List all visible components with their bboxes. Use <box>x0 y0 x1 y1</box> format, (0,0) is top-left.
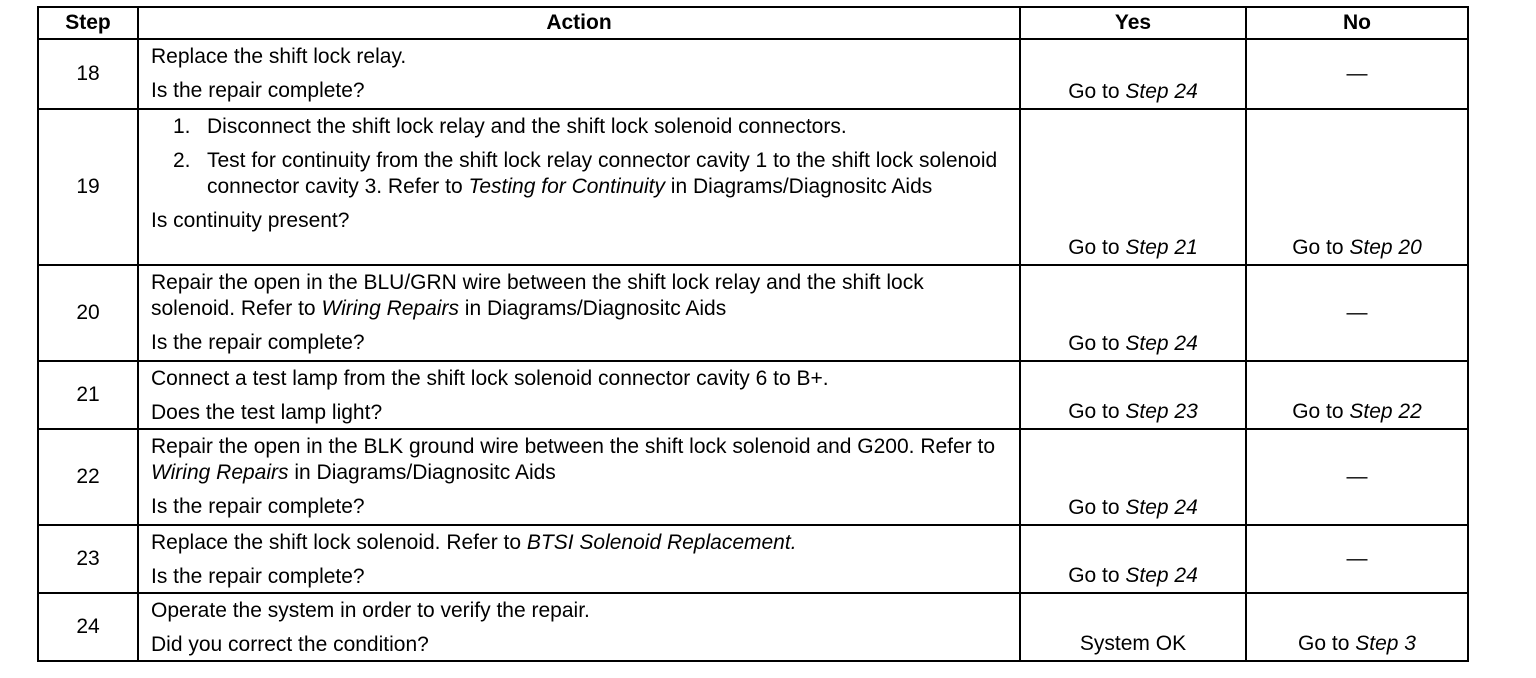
question-text: Did you correct the condition? <box>151 633 429 656</box>
table-row <box>38 361 1468 429</box>
question-text: Is continuity present? <box>151 209 350 232</box>
yes-step-link: Step 23 <box>1125 400 1198 423</box>
action-text: Connect a test lamp from the shift lock solenoid connector cavity 6 to B+. <box>151 367 829 390</box>
list-text-b: in Diagrams/Diagnositc Aids <box>664 175 933 198</box>
yes-step-link: Step 24 <box>1125 564 1198 587</box>
list-text <box>207 148 1009 200</box>
step-number: 20 <box>38 265 138 361</box>
no-prefix: Go to <box>1298 632 1356 655</box>
question-text: Is the repair complete? <box>151 495 365 518</box>
yes-prefix: Go to <box>1068 332 1126 355</box>
action-cell <box>138 593 1020 661</box>
yes-cell <box>1020 265 1246 361</box>
yes-step-link: Step 24 <box>1125 80 1198 103</box>
yes-cell: System OK <box>1020 593 1246 661</box>
header-action: Action <box>138 7 1020 39</box>
no-cell: — <box>1246 265 1468 361</box>
list-item <box>173 114 1009 140</box>
step-number: 24 <box>38 593 138 661</box>
yes-cell <box>1020 361 1246 429</box>
yes-prefix: Go to <box>1068 400 1126 423</box>
action-cell <box>138 109 1020 265</box>
yes-prefix: Go to <box>1068 80 1126 103</box>
no-step-link: Step 3 <box>1355 632 1416 655</box>
step-number: 22 <box>38 429 138 525</box>
action-text: Replace the shift lock relay. <box>151 45 407 68</box>
action-text <box>151 530 1009 556</box>
step-number: 21 <box>38 361 138 429</box>
no-step-link: Step 20 <box>1349 236 1422 259</box>
yes-cell <box>1020 525 1246 593</box>
no-cell: — <box>1246 525 1468 593</box>
action-cell <box>138 39 1020 109</box>
action-text <box>151 434 1009 486</box>
table-row <box>38 593 1468 661</box>
table-row <box>38 109 1468 265</box>
step-number: 18 <box>38 39 138 109</box>
action-text-b: in Diagrams/Diagnositc Aids <box>288 461 556 484</box>
no-cell <box>1246 361 1468 429</box>
question-text: Is the repair complete? <box>151 565 365 588</box>
no-cell <box>1246 109 1468 265</box>
table-row <box>38 39 1468 109</box>
action-text-italic: BTSI Solenoid Replacement. <box>526 531 797 554</box>
header-step: Step <box>38 7 138 39</box>
table-row <box>38 525 1468 593</box>
step-number: 23 <box>38 525 138 593</box>
no-prefix: Go to <box>1292 236 1350 259</box>
action-text-a: Replace the shift lock solenoid. Refer to <box>151 531 527 554</box>
action-cell <box>138 265 1020 361</box>
action-cell <box>138 361 1020 429</box>
no-cell <box>1246 593 1468 661</box>
question-text: Does the test lamp light? <box>151 401 383 424</box>
list-text-italic: Testing for Continuity <box>468 175 665 198</box>
step-number: 19 <box>38 109 138 265</box>
yes-step-link: Step 21 <box>1125 236 1198 259</box>
yes-cell <box>1020 39 1246 109</box>
no-prefix: Go to <box>1292 400 1350 423</box>
action-text-a: Repair the open in the BLK ground wire between the shift lock solenoid and G200. Refer to <box>151 435 996 458</box>
action-text-italic: Wiring Repairs <box>321 297 459 320</box>
action-cell <box>138 525 1020 593</box>
header-row <box>38 7 1468 39</box>
question-text: Is the repair complete? <box>151 79 365 102</box>
list-text: Disconnect the shift lock relay and the shift lock solenoid connectors. <box>207 115 847 138</box>
action-text-a: Repair the open in the BLU/GRN wire between the shift lock relay and the shift lock solenoid. Refer to <box>151 271 924 320</box>
table-row <box>38 429 1468 525</box>
header-yes: Yes <box>1020 7 1246 39</box>
list-item <box>173 148 1009 200</box>
yes-cell <box>1020 429 1246 525</box>
yes-step-link: Step 24 <box>1125 496 1198 519</box>
yes-prefix: Go to <box>1068 564 1126 587</box>
action-text-b: in Diagrams/Diagnositc Aids <box>458 297 727 320</box>
action-cell <box>138 429 1020 525</box>
yes-cell <box>1020 109 1246 265</box>
action-text: Operate the system in order to verify the repair. <box>151 599 590 622</box>
action-text <box>151 270 1009 322</box>
action-text-italic: Wiring Repairs <box>151 461 289 484</box>
table-row <box>38 265 1468 361</box>
yes-prefix: Go to <box>1068 236 1126 259</box>
yes-prefix: Go to <box>1068 496 1126 519</box>
no-cell: — <box>1246 39 1468 109</box>
list-number: 2. <box>173 149 191 172</box>
yes-step-link: Step 24 <box>1125 332 1198 355</box>
no-cell: — <box>1246 429 1468 525</box>
list-text-a: Test for continuity from the shift lock relay connector cavity 1 to the shift lock solenoid connector cavity 3. Refer to <box>207 149 998 198</box>
list-number: 1. <box>173 115 191 138</box>
diagnostic-table <box>37 6 1469 662</box>
question-text: Is the repair complete? <box>151 331 365 354</box>
no-step-link: Step 22 <box>1349 400 1422 423</box>
header-no: No <box>1246 7 1468 39</box>
